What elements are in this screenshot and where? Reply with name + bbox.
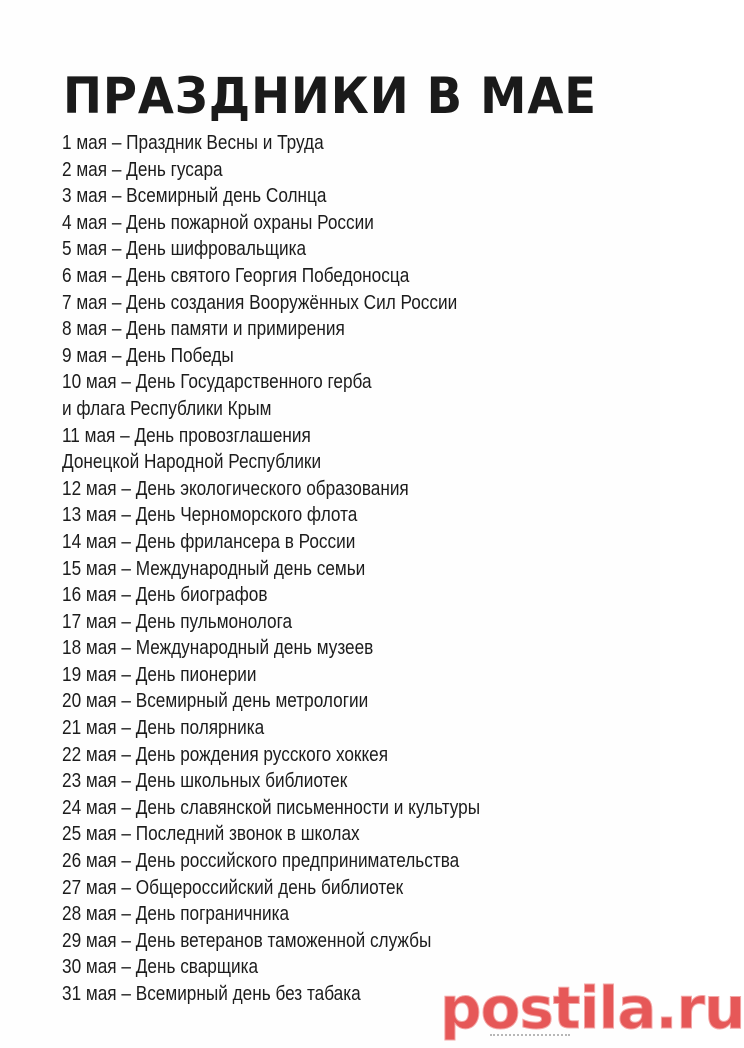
list-item: и флага Республики Крым: [62, 397, 272, 420]
list-item: 16 мая – День биографов: [62, 584, 268, 607]
list-item: 9 мая – День Победы: [62, 344, 234, 367]
list-item: 7 мая – День создания Вооружённых Сил России: [62, 291, 458, 314]
list-item: 21 мая – День полярника: [62, 717, 265, 740]
list-item: 28 мая – День пограничника: [62, 903, 290, 926]
list-item: 26 мая – День российского предпринимательства: [62, 850, 460, 873]
list-item: 10 мая – День Государственного герба: [62, 371, 372, 394]
list-item: 15 мая – Международный день семьи: [62, 557, 366, 580]
list-item: 24 мая – День славянской письменности и культуры: [62, 796, 481, 819]
holiday-list: [62, 130, 548, 1008]
watermark-underline: [490, 1034, 570, 1042]
list-item: 11 мая – День провозглашения: [62, 424, 311, 447]
list-item: 30 мая – День сварщика: [62, 956, 259, 979]
watermark-logo: postila.ru: [440, 974, 744, 1042]
list-item: 14 мая – День фрилансера в России: [62, 530, 356, 553]
list-item: 2 мая – День гусара: [62, 158, 223, 181]
list-item: 31 мая – Всемирный день без табака: [62, 983, 361, 1005]
list-item: 29 мая – День ветеранов таможенной службы: [62, 929, 432, 952]
list-item: 4 мая – День пожарной охраны России: [62, 211, 374, 234]
list-item: 23 мая – День школьных библиотек: [62, 770, 348, 793]
list-item: 25 мая – Последний звонок в школах: [62, 823, 360, 846]
list-item: 13 мая – День Черноморского флота: [62, 504, 358, 527]
list-item: 6 мая – День святого Георгия Победоносца: [62, 264, 410, 287]
list-item: 18 мая – Международный день музеев: [62, 637, 374, 660]
list-item: 27 мая – Общероссийский день библиотек: [62, 876, 404, 899]
list-item: 17 мая – День пульмонолога: [62, 610, 293, 633]
list-item: 22 мая – День рождения русского хоккея: [62, 743, 389, 766]
list-item: Донецкой Народной Республики: [62, 451, 322, 474]
list-item: 19 мая – День пионерии: [62, 663, 257, 686]
list-item: 3 мая – Всемирный день Солнца: [62, 185, 327, 208]
list-item: 5 мая – День шифровальщика: [62, 238, 307, 261]
list-item: 8 мая – День памяти и примирения: [62, 318, 345, 341]
page-title: ПРАЗДНИКИ В МАЕ: [63, 67, 597, 125]
list-item: 20 мая – Всемирный день метрологии: [62, 690, 369, 713]
list-item: 1 мая – Праздник Весны и Труда: [62, 132, 324, 154]
list-item: 12 мая – День экологического образования: [62, 477, 409, 500]
